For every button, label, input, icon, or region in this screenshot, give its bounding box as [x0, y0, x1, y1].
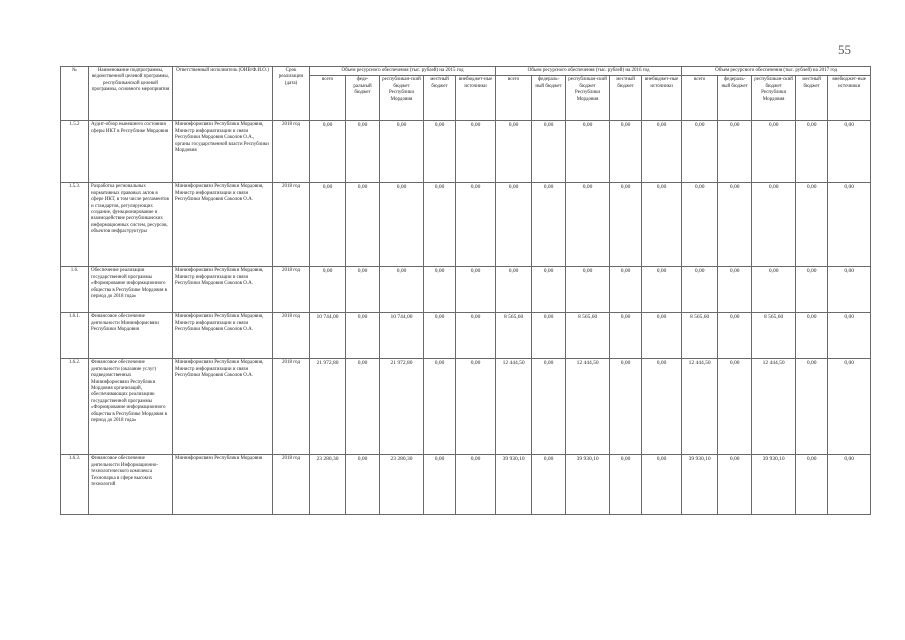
subheader-2015-4: внебюджет-ные источники [456, 76, 496, 121]
value-cell-2017: 0,00 [796, 359, 828, 455]
value-cell-2015: 23 280,30 [310, 455, 346, 515]
row-name: Обеспечение реализации государственной программы «Формирование информационного общества в Республике Мордовия в период до 2018 года» [89, 267, 173, 313]
value-cell-2015: 0,00 [380, 121, 424, 183]
value-cell-2016: 12 444,50 [496, 359, 532, 455]
subheader-2016-1: федераль-ный бюджет [532, 76, 566, 121]
value-cell-2017: 0,00 [682, 121, 718, 183]
value-cell-2017: 0,00 [752, 183, 796, 267]
row-term: 2018 год [273, 121, 310, 183]
value-cell-2016: 0,00 [610, 359, 642, 455]
row-name: Финансовое обеспечение деятельности Информационно-технологического комплекса Технопарка в сфере высоких технологий [89, 455, 173, 515]
value-cell-2017: 12 444,50 [752, 359, 796, 455]
value-cell-2016: 0,00 [610, 313, 642, 359]
value-cell-2016: 0,00 [642, 313, 682, 359]
row-name: Финансовое обеспечение деятельности (оказание услуг) подведомственных Мининформсвязи Республики Мордовия организаций, обеспечивающих реализацию государственной программы «Формирование информационного общества в Республике Мордовия в период до 2018 года» [89, 359, 173, 455]
value-cell-2015: 0,00 [456, 359, 496, 455]
value-cell-2015: 0,00 [456, 455, 496, 515]
value-cell-2016: 0,00 [532, 455, 566, 515]
table-row [61, 359, 871, 455]
value-cell-2015: 10 744,00 [310, 313, 346, 359]
header-num: № [61, 67, 89, 121]
value-cell-2017: 0,00 [828, 313, 871, 359]
value-cell-2017: 0,00 [718, 183, 752, 267]
value-cell-2017: 0,00 [828, 183, 871, 267]
value-cell-2016: 0,00 [566, 267, 610, 313]
subheader-2015-1: феде-ральный бюджет [346, 76, 380, 121]
value-cell-2017: 0,00 [828, 455, 871, 515]
value-cell-2017: 0,00 [796, 183, 828, 267]
value-cell-2015: 0,00 [310, 121, 346, 183]
value-cell-2017: 39 930,10 [752, 455, 796, 515]
value-cell-2017: 0,00 [796, 267, 828, 313]
table-row [61, 267, 871, 313]
value-cell-2017: 0,00 [682, 183, 718, 267]
row-number: 1.5.3. [61, 183, 89, 267]
value-cell-2015: 0,00 [424, 183, 456, 267]
value-cell-2017: 0,00 [828, 359, 871, 455]
value-cell-2015: 23 280,30 [380, 455, 424, 515]
value-cell-2016: 0,00 [496, 121, 532, 183]
value-cell-2016: 0,00 [642, 183, 682, 267]
value-cell-2015: 0,00 [310, 183, 346, 267]
header-group-2016: Объем ресурсного обеспечения (тыс. рублей) на 2016 год [496, 67, 682, 76]
value-cell-2016: 8 565,60 [566, 313, 610, 359]
row-name: Финансовое обеспечение деятельности Мининформсвязи Республики Мордовия [89, 313, 173, 359]
value-cell-2016: 0,00 [532, 183, 566, 267]
value-cell-2017: 0,00 [718, 267, 752, 313]
table-row [61, 183, 871, 267]
value-cell-2017: 0,00 [752, 267, 796, 313]
value-cell-2015: 0,00 [424, 313, 456, 359]
subheader-2015-0: всего [310, 76, 346, 121]
subheader-2015-2: республикан-ский бюджет Республики Мордовия [380, 76, 424, 121]
value-cell-2016: 0,00 [532, 313, 566, 359]
subheader-2017-3: местный бюджет [796, 76, 828, 121]
value-cell-2015: 0,00 [310, 267, 346, 313]
row-term: 2018 год [273, 359, 310, 455]
value-cell-2017: 0,00 [682, 267, 718, 313]
value-cell-2016: 0,00 [610, 121, 642, 183]
value-cell-2015: 0,00 [346, 183, 380, 267]
value-cell-2017: 0,00 [718, 455, 752, 515]
value-cell-2015: 0,00 [424, 267, 456, 313]
value-cell-2017: 0,00 [828, 121, 871, 183]
row-executor: Мининформсвязи Республики Мордовия [173, 455, 273, 515]
value-cell-2015: 21 972,80 [380, 359, 424, 455]
value-cell-2017: 39 930,10 [682, 455, 718, 515]
subheader-2016-2: республикан-ский бюджет Республики Мордовия [566, 76, 610, 121]
value-cell-2015: 0,00 [456, 183, 496, 267]
row-term: 2018 год [273, 267, 310, 313]
value-cell-2015: 21 972,80 [310, 359, 346, 455]
table-row [61, 313, 871, 359]
value-cell-2015: 0,00 [346, 359, 380, 455]
value-cell-2016: 0,00 [532, 359, 566, 455]
value-cell-2015: 0,00 [456, 313, 496, 359]
value-cell-2017: 0,00 [796, 313, 828, 359]
value-cell-2015: 0,00 [380, 183, 424, 267]
value-cell-2016: 39 930,10 [566, 455, 610, 515]
row-number: 1.6.2. [61, 359, 89, 455]
value-cell-2016: 12 444,50 [566, 359, 610, 455]
value-cell-2015: 0,00 [346, 121, 380, 183]
value-cell-2016: 0,00 [610, 183, 642, 267]
value-cell-2016: 0,00 [610, 267, 642, 313]
value-cell-2016: 0,00 [496, 183, 532, 267]
value-cell-2017: 0,00 [796, 455, 828, 515]
value-cell-2016: 0,00 [610, 455, 642, 515]
value-cell-2017: 0,00 [752, 121, 796, 183]
subheader-2017-4: внебюджет-ные источники [828, 76, 871, 121]
value-cell-2017: 0,00 [718, 313, 752, 359]
value-cell-2016: 0,00 [642, 267, 682, 313]
header-group-2015: Объем ресурсного обеспечения (тыс. рублей) на 2015 год [310, 67, 496, 76]
header-name: Наименование подпрограммы, ведомственной целевой программы, республиканской целевой программы, основного мероприятия [89, 67, 173, 121]
subheader-2016-3: местный бюджет [610, 76, 642, 121]
value-cell-2016: 8 565,60 [496, 313, 532, 359]
value-cell-2017: 12 444,50 [682, 359, 718, 455]
value-cell-2015: 0,00 [346, 455, 380, 515]
row-number: 1.6. [61, 267, 89, 313]
value-cell-2017: 8 565,60 [682, 313, 718, 359]
row-number: 1.6.1. [61, 313, 89, 359]
value-cell-2016: 0,00 [532, 121, 566, 183]
value-cell-2016: 0,00 [566, 121, 610, 183]
row-executor: Мининформсвязи Республики Мордовия, Министр информатизации и связи Республики Мордовия Соколов О.А., органы государственной власти Республики Мордовия [173, 121, 273, 183]
value-cell-2015: 0,00 [380, 267, 424, 313]
value-cell-2017: 8 565,60 [752, 313, 796, 359]
value-cell-2015: 0,00 [424, 455, 456, 515]
value-cell-2015: 0,00 [346, 267, 380, 313]
value-cell-2016: 0,00 [642, 359, 682, 455]
row-executor: Мининформсвязи Республики Мордовия, Министр информатизации и связи Республики Мордовия Соколов О.А. [173, 267, 273, 313]
subheader-2015-3: местный бюджет [424, 76, 456, 121]
row-term: 2018 год [273, 313, 310, 359]
row-number: 1.6.3. [61, 455, 89, 515]
header-term: Срок реализации (дата) [273, 67, 310, 121]
value-cell-2015: 0,00 [456, 121, 496, 183]
table-row [61, 121, 871, 183]
subheader-2016-4: внебюджет-ные источники [642, 76, 682, 121]
subheader-2017-0: всего [682, 76, 718, 121]
row-executor: Мининформсвязи Республики Мордовия, Министр информатизации и связи Республики Мордовия Соколов О.А. [173, 359, 273, 455]
row-executor: Мининформсвязи Республики Мордовия, Министр информатизации и связи Республики Мордовия Соколов О.А. [173, 183, 273, 267]
row-number: 1.5.2 [61, 121, 89, 183]
value-cell-2015: 0,00 [424, 359, 456, 455]
value-cell-2017: 0,00 [828, 267, 871, 313]
subheader-2016-0: всего [496, 76, 532, 121]
row-name: Аудит-обзор нынешнего состояния сферы ИКТ в Республике Мордовия [89, 121, 173, 183]
value-cell-2016: 0,00 [642, 455, 682, 515]
header-group-2017: Объем ресурсного обеспечения (тыс. рублей) на 2017 год [682, 67, 871, 76]
value-cell-2017: 0,00 [718, 359, 752, 455]
row-term: 2018 год [273, 183, 310, 267]
value-cell-2016: 0,00 [642, 121, 682, 183]
resource-table [60, 66, 871, 515]
row-term: 2018 год [273, 455, 310, 515]
value-cell-2016: 0,00 [496, 267, 532, 313]
value-cell-2016: 0,00 [566, 183, 610, 267]
value-cell-2015: 0,00 [456, 267, 496, 313]
value-cell-2016: 0,00 [532, 267, 566, 313]
row-name: Разработка региональных нормативных правовых актов в сфере ИКТ, в том числе регламентов и стандартов, регулирующих создание, функционирование и взаимодействие республиканских информационных систем, ресурсов, объектов инфраструктуры [89, 183, 173, 267]
header-executor: Ответственный исполнитель (ОИВ/Ф.И.О.) [173, 67, 273, 121]
value-cell-2017: 0,00 [796, 121, 828, 183]
row-executor: Мининформсвязи Республики Мордовия, Министр информатизации и связи Республики Мордовия Соколов О.А. [173, 313, 273, 359]
value-cell-2015: 0,00 [346, 313, 380, 359]
value-cell-2017: 0,00 [718, 121, 752, 183]
table-row [61, 455, 871, 515]
value-cell-2015: 0,00 [424, 121, 456, 183]
value-cell-2015: 10 744,00 [380, 313, 424, 359]
value-cell-2016: 39 930,10 [496, 455, 532, 515]
subheader-2017-2: республикан-ский бюджет Республики Мордовия [752, 76, 796, 121]
page-number: 55 [838, 42, 851, 57]
subheader-2017-1: федераль-ный бюджет [718, 76, 752, 121]
